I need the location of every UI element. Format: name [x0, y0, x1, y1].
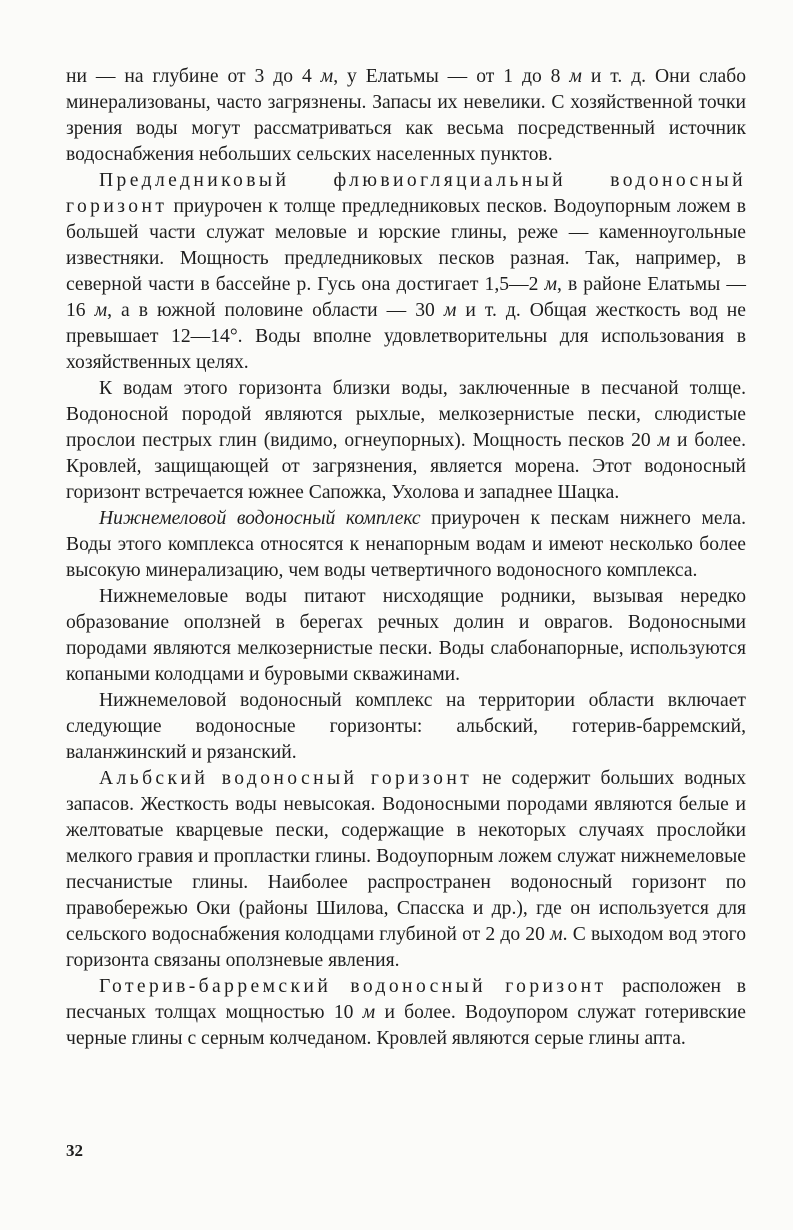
paragraph-text: , в районе Елатьмы — 16 — [66, 274, 747, 321]
italic-text: м — [362, 1002, 376, 1023]
italic-text: м — [443, 300, 457, 321]
italic-text: м — [550, 924, 563, 945]
page-number: 32 — [66, 1141, 83, 1160]
paragraph-text: . С выходом вод этого горизонта связаны оползневые явления. — [66, 924, 746, 971]
spaced-heading-text: Предледниковый флювиогляциальный водоносный горизонт — [66, 170, 746, 217]
paragraph-text: Нижнемеловой водоносный комплекс на территории области включает следующие водоносные горизонты: альбский, готерив-барремский, валанжинский и рязанский. — [66, 690, 746, 763]
paragraph-text: Нижнемеловые воды питают нисходящие родники, вызывая нередко образование оползней в берегах речных долин и оврагов. Водоносными породами являются мелкозернистые пески. Воды слабонапорные, используются копаными колодцами и буровыми скважинами. — [66, 586, 746, 685]
paragraph — [66, 974, 746, 1052]
spaced-heading-text: Готерив-барремский водоносный горизонт — [99, 976, 607, 997]
paragraph — [66, 584, 746, 688]
italic-text: м — [657, 430, 671, 451]
paragraph-text: и более. Кровлей, защищающей от загрязнения, является морена. Этот водоносный горизонт встречается южнее Сапожка, Ухолова и западнее Шацка. — [66, 430, 746, 503]
paragraph — [66, 766, 746, 974]
paragraph-text: приурочен к пескам нижнего мела. Воды этого комплекса относятся к ненапорным водам и имеют несколько более высокую минерализацию, чем воды четвертичного водоносного комплекса. — [66, 508, 746, 581]
italic-text: Нижнемеловой водоносный комплекс — [99, 508, 421, 529]
paragraph-text: К водам этого горизонта близки воды, заключенные в песчаной толще. Водоносной породой являются рыхлые, мелкозернистые пески, слюдистые прослои пестрых глин (видимо, огнеупорных). Мощность песков 20 — [66, 378, 746, 451]
paragraph — [66, 168, 746, 376]
spaced-heading-text: Альбский водоносный горизонт — [99, 768, 473, 789]
paragraph-text: , а в южной половине области — 30 — [107, 300, 444, 321]
paragraph — [66, 64, 746, 168]
paragraph-text: ни — на глубине от 3 до 4 — [66, 66, 321, 87]
italic-text: м — [569, 66, 582, 87]
paragraph-text: и более. Водоупором служат готеривские черные глины с серным колчеданом. Кровлей являются серые глины апта. — [66, 1002, 746, 1049]
paragraph-text: не содержит больших водных запасов. Жесткость воды невысокая. Водоносными породами являются белые и желтоватые кварцевые пески, содержащие в некоторых случаях прослойки мелкого гравия и пропластки глины. Водоупорным ложем служат нижнемеловые песчанистые глины. Наиболее распространен водоносный горизонт по правобережью Оки (районы Шилова, Спасска и др.), где он используется для сельского водоснабжения колодцами глубиной от 2 до 20 — [66, 768, 746, 945]
paragraph — [66, 376, 746, 506]
page-text — [66, 64, 746, 1052]
paragraph-text: и т. д. Они слабо минерализованы, часто загрязнены. Запасы их невелики. С хозяйственной точки зрения воды могут рассматриваться как весьма посредственный источник водоснабжения небольших сельских населенных пунктов. — [66, 66, 746, 165]
paragraph-text: и т. д. Общая жесткость вод не превышает 12—14°. Воды вполне удовлетворительны для использования в хозяйственных целях. — [66, 300, 746, 373]
paragraph-text: , у Елатьмы — от 1 до 8 — [333, 66, 570, 87]
italic-text: м — [94, 300, 108, 321]
paragraph-text: приурочен к толще предледниковых песков. Водоупорным ложем в большей части служат меловые и юрские глины, реже — каменноугольные известняки. Мощность предледниковых песков разная. Так, например, в северной части в бассейне р. Гусь она достигает 1,5—2 — [66, 196, 746, 295]
paragraph-text: расположен в песчаных толщах мощностью 10 — [66, 976, 746, 1023]
italic-text: м — [320, 66, 334, 87]
italic-text: м — [544, 274, 557, 295]
paragraph — [66, 506, 746, 584]
paragraph — [66, 688, 746, 766]
